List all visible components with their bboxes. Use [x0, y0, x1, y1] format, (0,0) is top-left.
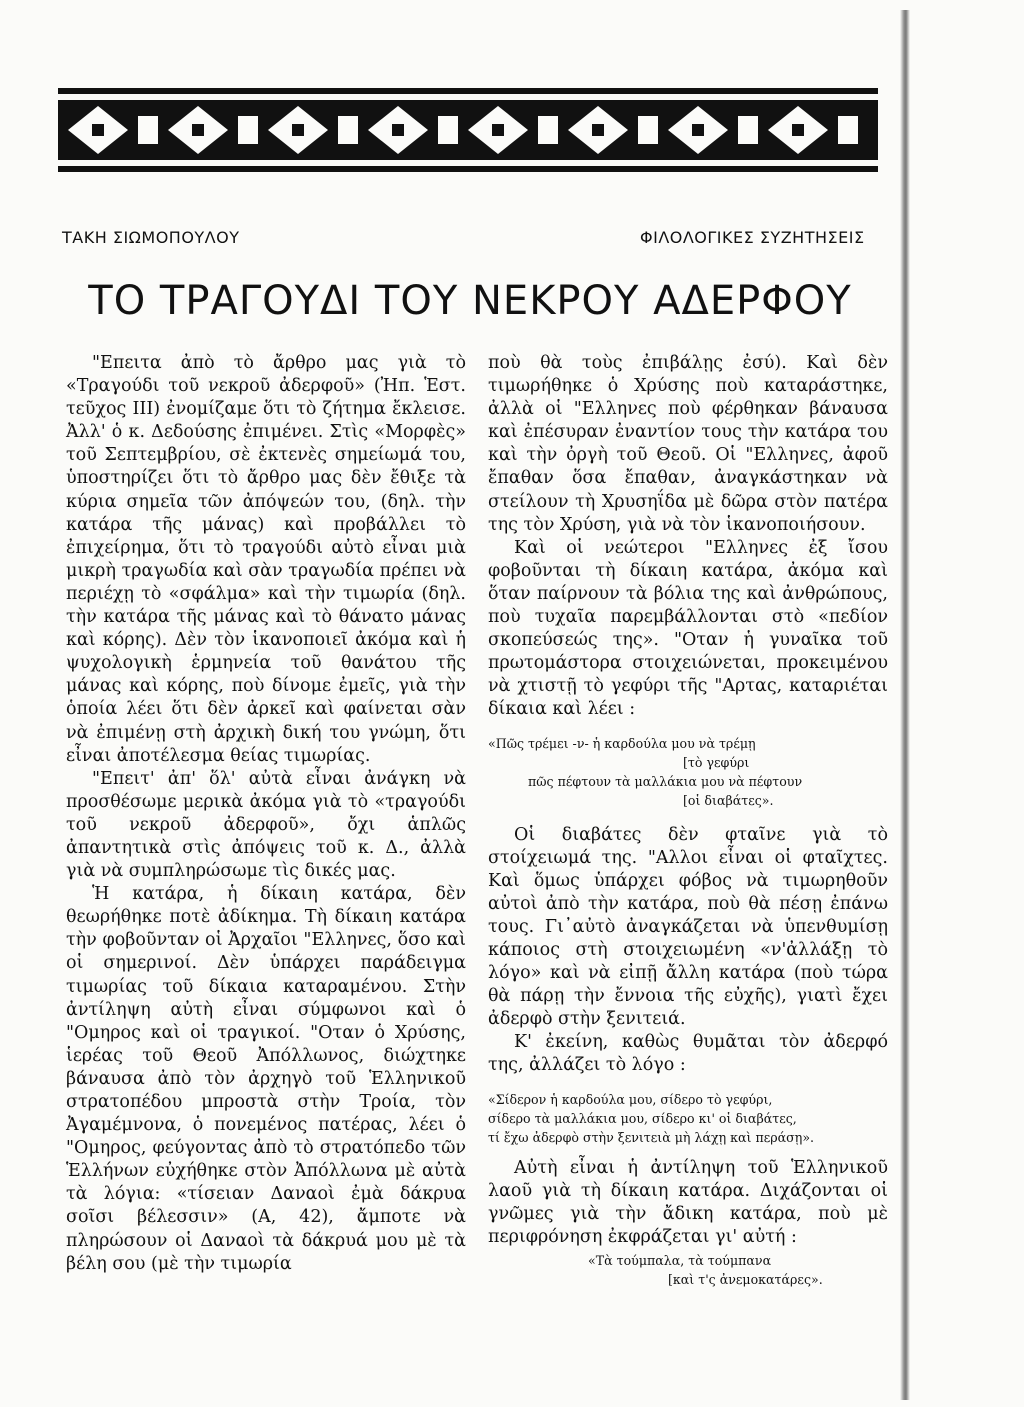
- verse-line: [τὸ γεφύρι: [683, 754, 750, 770]
- verse-quote: [488, 734, 888, 810]
- decorative-border-band: [58, 88, 878, 172]
- paragraph: Ἡ κατάρα, ἡ δίκαιη κατάρα, δὲν θεωρήθηκε ποτὲ ἀδίκημα. Τὴ δίκαιη κατάρα τὴν φοβοῦνταν οἱ Ἀρχαῖοι "Ελληνες, ὅσο καὶ οἱ σημερινοί. Δὲν ὑπάρχει παράδειγμα τιμωρίας τοῦ δίκαια καταραμένου. Στὴν ἀντίληψη αὐτὴ εἶναι σύμφωνοι καὶ ὁ "Ομηρος καὶ οἱ τραγικοί. "Οταν ὁ Χρύσης, ἱερέας τοῦ Θεοῦ Ἀπόλλωνος, διώχτηκε βάναυσα ἀπὸ τὸν ἀρχηγὸ τοῦ Ἑλληνικοῦ στρατοπέδου μπροστὰ στὴν Τροία, τὸν Ἀγαμέμνονα, ὁ πονεμένος πατέρας, λέει ὁ "Ομηρος, φεύγοντας ἀπὸ τὸ στρατόπεδο τῶν Ἑλλήνων εὐχήθηκε στὸν Ἀπόλλωνα μὲ αὐτὰ τὰ λόγια: «τίσειαν Δαναοὶ ἐμὰ δάκρυα σοῖσι βέλεσσιν» (Α, 42), ἄμποτε νὰ πληρώσουν οἱ Δαναοὶ τὰ δάκρυά μου μὲ τὰ βέλη σου (μὲ τὴν τιμωρία: [66, 884, 466, 1274]
- verse-line: [οἱ διαβάτες».: [683, 792, 774, 808]
- author-name: ΤΑΚΗ ΣΙΩΜΟΠΟΥΛΟΥ: [62, 228, 240, 247]
- left-column: [66, 352, 466, 1276]
- right-column: [488, 352, 888, 1289]
- verse-line: τί ἔχω ἀδερφὸ στὴν ξενιτειὰ μὴ λάχῃ καὶ περάσῃ».: [488, 1129, 815, 1145]
- paragraph: Αὐτὴ εἶναι ἡ ἀντίληψη τοῦ Ἑλληνικοῦ λαοῦ γιὰ τὴ δίκαιη κατάρα. Διχάζονται οἱ γνῶμες γιὰ τὴν ἄδικη κατάρα, ποὺ μὲ περιφρόνηση ἐκφράζεται γι' αὐτή :: [488, 1157, 888, 1247]
- verse-quote: [488, 1090, 888, 1147]
- paragraph: Καὶ οἱ νεώτεροι "Ελληνες ἐξ ἴσου φοβοῦνται τὴ δίκαιη κατάρα, ἀκόμα καὶ ὅταν παίρνουν τὰ βόλια της καὶ ἀνθρώπους, ποὺ τυχαῖα παρεμβάλλονται στὸ «πεδίον σκοπεύσεώς της». "Οταν ἡ γυναῖκα τοῦ πρωτομάστορα στοιχειώνεται, προκειμένου νὰ χτιστῇ τὸ γεφύρι τῆς "Αρτας, καταριέται δίκαια καὶ λέει :: [488, 537, 888, 720]
- paragraph: ποὺ θὰ τοὺς ἐπιβάλῃς ἐσύ). Καὶ δὲν τιμωρήθηκε ὁ Χρύσης ποὺ καταράστηκε, ἀλλὰ οἱ "Ελληνες ποὺ φέρθηκαν βάναυσα καὶ ἐπέσυραν ἐναντίον τους τὴν κατάρα του καὶ τὴν ὀργὴ τοῦ Θεοῦ. Οἱ "Ελληνες, ἀφοῦ ἔπαθαν ὅσα ἔπαθαν, ἀναγκάστηκαν νὰ στείλουν τὴ Χρυσηΐδα μὲ δῶρα στὸν πατέρα της τὸν Χρύση, γιὰ νὰ τὸν ἱκανοποιήσουν.: [488, 353, 888, 535]
- paragraph: "Επειτα ἀπὸ τὸ ἄρθρο μας γιὰ τὸ «Τραγούδι τοῦ νεκροῦ ἀδερφοῦ» (Ἠπ. Ἑστ. τεῦχος ΙΙΙ) ἐνομίζαμε ὅτι τὸ ζήτημα ἔκλεισε. Ἀλλ' ὁ κ. Δεδούσης ἐπιμένει. Στὶς «Μορφὲς» τοῦ Σεπτεμβρίου, σὲ ἐκτενὲς σημείωμά του, ὑποστηρίζει ὅτι τὸ ἄρθρο μας δὲν ἔθιξε τὰ κύρια σημεῖα τῶν ἀπόψεών του, (δηλ. τὴν κατάρα τῆς μάνας) καὶ προβάλλει τὸ ἐπιχείρημα, ὅτι τὸ τραγούδι αὐτὸ εἶναι μιὰ μικρὴ τραγωδία καὶ σὰν τραγωδία πρέπει νὰ περιέχῃ τὸ «σφάλμα» καὶ τὴν τιμωρία (δηλ. τὴν κατάρα τῆς μάνας καὶ τὸ θάνατο μάνας καὶ κόρης). Δὲν τὸν ἱκανοποιεῖ ἀκόμα καὶ ἡ ψυχολογικὴ ἑρμηνεία τοῦ θανάτου τῆς μάνας καὶ κόρης, ποὺ δίνομε ἐμεῖς, γιὰ τὴν ὁποία λέει ὅτι δὲν ἀρκεῖ καὶ φαίνεται σὰν νὰ ἐπιμένῃ στὴ ἀρχικὴ δική του γνώμη, ὅτι εἶναι ἀποτέλεσμα θείας τιμωρίας.: [66, 353, 466, 766]
- section-label: ΦΙΛΟΛΟΓΙΚΕΣ ΣΥΖΗΤΗΣΕΙΣ: [640, 228, 865, 247]
- verse-line: σίδερο τὰ μαλλάκια μου, σίδερο κι' οἱ διαβάτες,: [488, 1110, 797, 1126]
- verse-line: «Πῶς τρέμει -ν- ἡ καρδούλα μου νὰ τρέμῃ: [488, 735, 756, 751]
- paragraph: "Επειτ' ἀπ' ὅλ' αὐτὰ εἶναι ἀνάγκη νὰ προσθέσωμε μερικὰ ἀκόμα γιὰ τὸ «τραγούδι τοῦ νεκροῦ ἀδερφοῦ», ὄχι ἁπλῶς ἀπαντητικὰ στὶς ἀπόψεις τοῦ κ. Δ., ἀλλὰ γιὰ νὰ συμπληρώσωμε τὶς δικές μας.: [66, 768, 466, 882]
- paragraph: Κ' ἐκείνη, καθὼς θυμᾶται τὸν ἀδερφό της, ἀλλάζει τὸ λόγο :: [488, 1032, 888, 1076]
- verse-line: πῶς πέφτουν τὰ μαλλάκια μου νὰ πέφτουν: [528, 773, 803, 789]
- verse-line: [καὶ τ'ς ἀνεμοκατάρες».: [668, 1271, 823, 1287]
- verse-line: «Τὰ τούμπαλα, τὰ τούμπανα: [588, 1252, 772, 1268]
- paragraph: Οἱ διαβάτες δὲν φταῖνε γιὰ τὸ στοίχειωμά της. "Αλλοι εἶναι οἱ φταῖχτες. Καὶ ὅμως ὑπάρχει φόβος νὰ τιμωρηθοῦν αὐτοὶ ἀπὸ τὴν κατάρα, ποὺ θὰ πέσῃ ἐπάνω τους. Γι᾽αὐτὸ ἀναγκάζεται νὰ ὑπενθυμίσῃ κάποιος στὴ στοιχειωμένη «ν'ἀλλάξῃ τὸ λόγο» καὶ νὰ εἰπῇ ἄλλη κατάρα (ποὺ τώρα θὰ πάρῃ τὴν ἔννοια τῆς εὐχῆς), γιατὶ ἔχει ἀδερφὸ στὴν ξενιτειά.: [488, 824, 888, 1030]
- page-edge-shadow: [900, 10, 910, 1400]
- verse-quote: [488, 1251, 888, 1289]
- article-title: ΤΟ ΤΡΑΓΟΥΔΙ ΤΟΥ ΝΕΚΡΟΥ ΑΔΕΡΦΟΥ: [88, 278, 852, 324]
- verse-line: «Σίδερον ἡ καρδούλα μου, σίδερο τὸ γεφύρι,: [488, 1091, 773, 1107]
